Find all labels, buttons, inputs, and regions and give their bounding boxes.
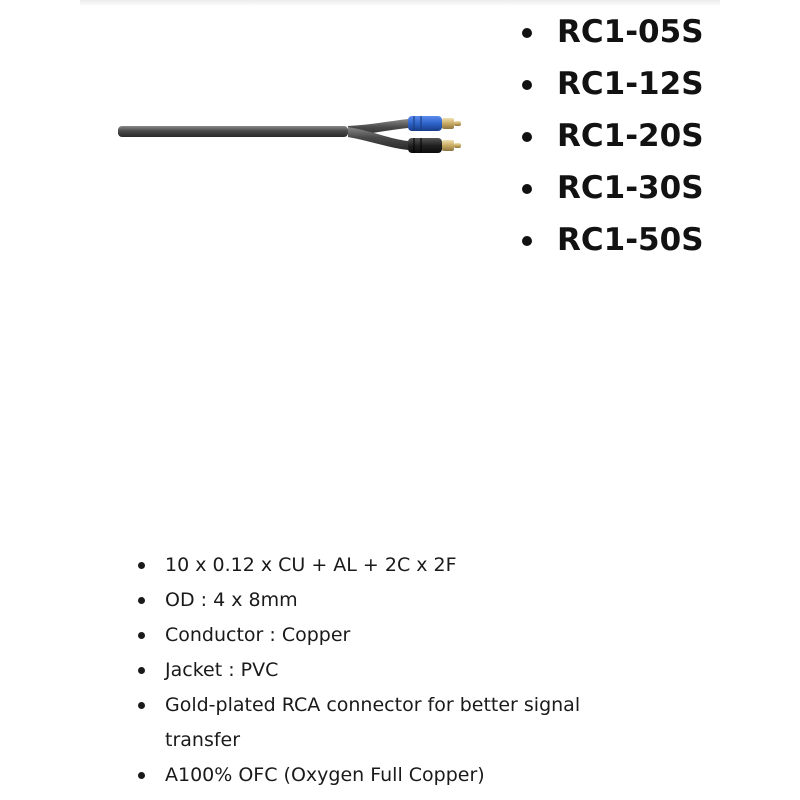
bullet-icon bbox=[138, 632, 145, 639]
rca-cable-icon bbox=[110, 95, 470, 175]
spec-text: Conductor : Copper bbox=[165, 624, 351, 646]
list-item bbox=[130, 583, 650, 618]
bullet-icon bbox=[138, 772, 145, 779]
spec-text: Gold-plated RCA connector for better signal transfer bbox=[165, 694, 581, 751]
list-item bbox=[130, 618, 650, 653]
model-number: RC1-05S bbox=[557, 14, 704, 50]
bullet-icon bbox=[522, 236, 532, 246]
list-item bbox=[130, 688, 650, 758]
bullet-icon bbox=[138, 562, 145, 569]
list-item bbox=[515, 214, 704, 266]
bullet-icon bbox=[522, 80, 532, 90]
model-number: RC1-20S bbox=[557, 118, 704, 154]
list-item bbox=[130, 548, 650, 583]
bullet-icon bbox=[522, 28, 532, 38]
list-item bbox=[515, 110, 704, 162]
list-item bbox=[515, 6, 704, 58]
bullet-icon bbox=[522, 132, 532, 142]
model-number: RC1-12S bbox=[557, 66, 704, 102]
bullet-icon bbox=[138, 597, 145, 604]
list-item bbox=[515, 162, 704, 214]
bullet-icon bbox=[522, 184, 532, 194]
rca-cable-image bbox=[110, 95, 470, 175]
list-item bbox=[130, 653, 650, 688]
specification-list bbox=[130, 548, 650, 793]
bullet-icon bbox=[138, 667, 145, 674]
spec-text: 10 x 0.12 x CU + AL + 2C x 2F bbox=[165, 554, 457, 576]
model-number: RC1-50S bbox=[557, 222, 704, 258]
spec-text: OD : 4 x 8mm bbox=[165, 589, 298, 611]
spec-text: A100% OFC (Oxygen Full Copper) bbox=[165, 764, 485, 786]
list-item bbox=[515, 58, 704, 110]
bullet-icon bbox=[138, 702, 145, 709]
model-number-list bbox=[515, 6, 704, 266]
spec-text: Jacket : PVC bbox=[165, 659, 279, 681]
model-number: RC1-30S bbox=[557, 170, 704, 206]
list-item bbox=[130, 758, 650, 793]
